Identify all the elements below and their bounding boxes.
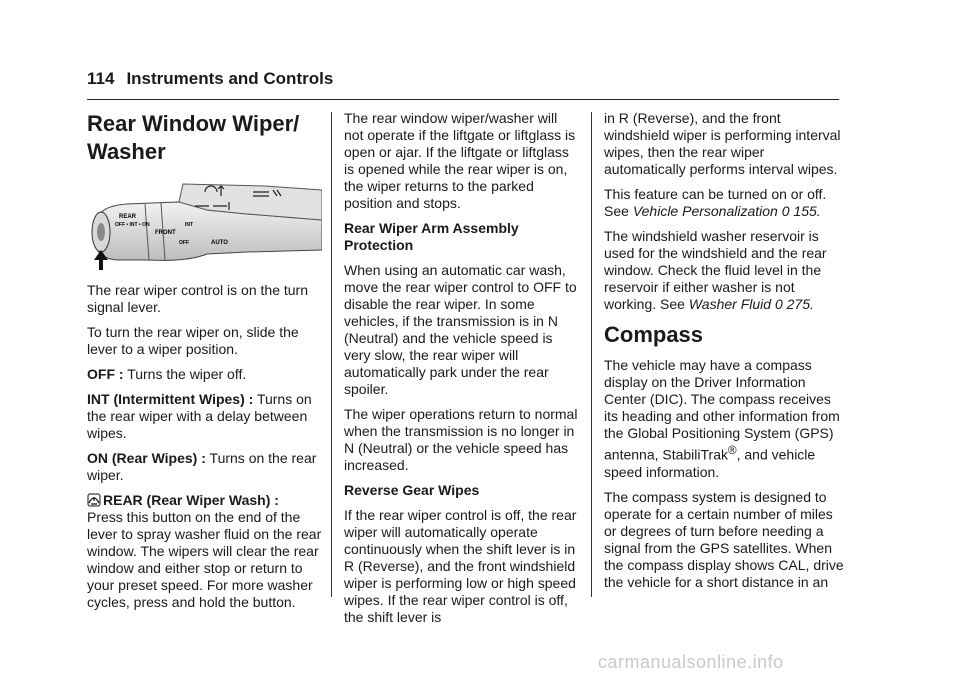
lever-label-off: OFF: [179, 240, 189, 246]
column-3: [604, 110, 844, 599]
column-divider: [331, 112, 332, 597]
lever-label-rear: REAR: [119, 214, 137, 220]
paragraph: in R (Reverse), and the front windshield wiper is performing interval wipes, then the rear wiper automatically performs interval wipes.: [604, 110, 841, 177]
paragraph-rear: REAR (Rear Wiper Wash) : Press this button on the end of the lever to spray washer fluid on the rear window. The wipers will clear the rear window and either stop or return to your preset speed. For more washer cycles, press and hold the button.: [87, 492, 322, 610]
cross-reference-link[interactable]: Vehicle Personalization: [632, 203, 778, 219]
paragraph: The vehicle may have a compass display on the Driver Information Center (DIC). The compass receives its heading and other information from the Global Positioning System (GPS) antenna, StabiliTrak®, and vehicle speed information.: [604, 357, 840, 480]
paragraph: When using an automatic car wash, move the rear wiper control to OFF to disable the rear wiper. In some vehicles, if the transmission is in N (Neutral) and the vehicle speed is very slow, the rear wiper will automatically park under the rear spoiler.: [344, 262, 577, 397]
page-header: [87, 69, 333, 89]
page-number: 114: [87, 69, 115, 88]
watermark: carmanualsonline.info: [598, 652, 784, 672]
paragraph: The rear window wiper/washer will not operate if the liftgate or liftglass is open or ajar. If the liftgate or liftglass is opened while the rear wiper is on, the wiper returns to the parked position and stops.: [344, 110, 576, 211]
washer-icon: [87, 493, 101, 507]
column-2: [344, 110, 580, 634]
paragraph-int: INT (Intermittent Wipes) : Turns on the rear wiper with a delay between wipes.: [87, 391, 312, 441]
paragraph: The windshield washer reservoir is used for the windshield and the rear window. Check the fluid level in the reservoir if either washer is not working. See Washer Fluid 0 275.: [604, 228, 827, 312]
page-ref-arrow-icon: 0: [781, 203, 790, 219]
column-divider: [591, 112, 592, 597]
paragraph: The compass system is designed to operate for a certain number of miles or degrees of turn before needing a signal from the GPS satellites. When the compass display shows CAL, drive the vehicle for a short distance in an: [604, 488, 844, 590]
page-reference[interactable]: 275.: [786, 296, 814, 312]
section-heading: Rear Window Wiper/ Washer: [87, 111, 300, 164]
cross-reference-link[interactable]: Washer Fluid: [688, 296, 772, 312]
lever-label-int: INT: [185, 222, 194, 228]
section-heading: Compass: [604, 322, 704, 347]
paragraph: To turn the rear wiper on, slide the lever to a wiper position.: [87, 324, 299, 357]
paragraph-on: ON (Rear Wipes) : Turns on the rear wiper.: [87, 450, 317, 483]
paragraph: If the rear wiper control is off, the rear wiper will automatically operate continuously when the shift lever is in R (Reverse), and the front windshield wiper is performing low or high speed wipes. If the rear wiper control is off, the shift lever is: [344, 507, 577, 625]
subheading: Rear Wiper Arm Assembly Protection: [344, 220, 519, 253]
column-1: [87, 110, 322, 619]
header-rule: [87, 99, 839, 100]
paragraph: This feature can be turned on or off. See Vehicle Personalization 0 155.: [604, 186, 827, 219]
lever-label-front: FRONT: [155, 230, 176, 236]
paragraph: The rear wiper control is on the turn signal lever.: [87, 282, 308, 315]
paragraph: The wiper operations return to normal when the transmission is no longer in N (Neutral) or the vehicle speed has increased.: [344, 406, 578, 473]
section-title: Instruments and Controls: [126, 69, 334, 88]
page-reference[interactable]: 155.: [793, 203, 821, 219]
lever-label-auto: AUTO: [211, 240, 228, 246]
page-ref-arrow-icon: 0: [774, 296, 783, 312]
lever-label-off-int-on: OFF • INT • ON: [115, 222, 150, 228]
subheading: Reverse Gear Wipes: [344, 482, 480, 498]
paragraph-off: OFF : Turns the wiper off.: [87, 366, 247, 382]
turn-signal-lever-illustration: [87, 180, 322, 270]
